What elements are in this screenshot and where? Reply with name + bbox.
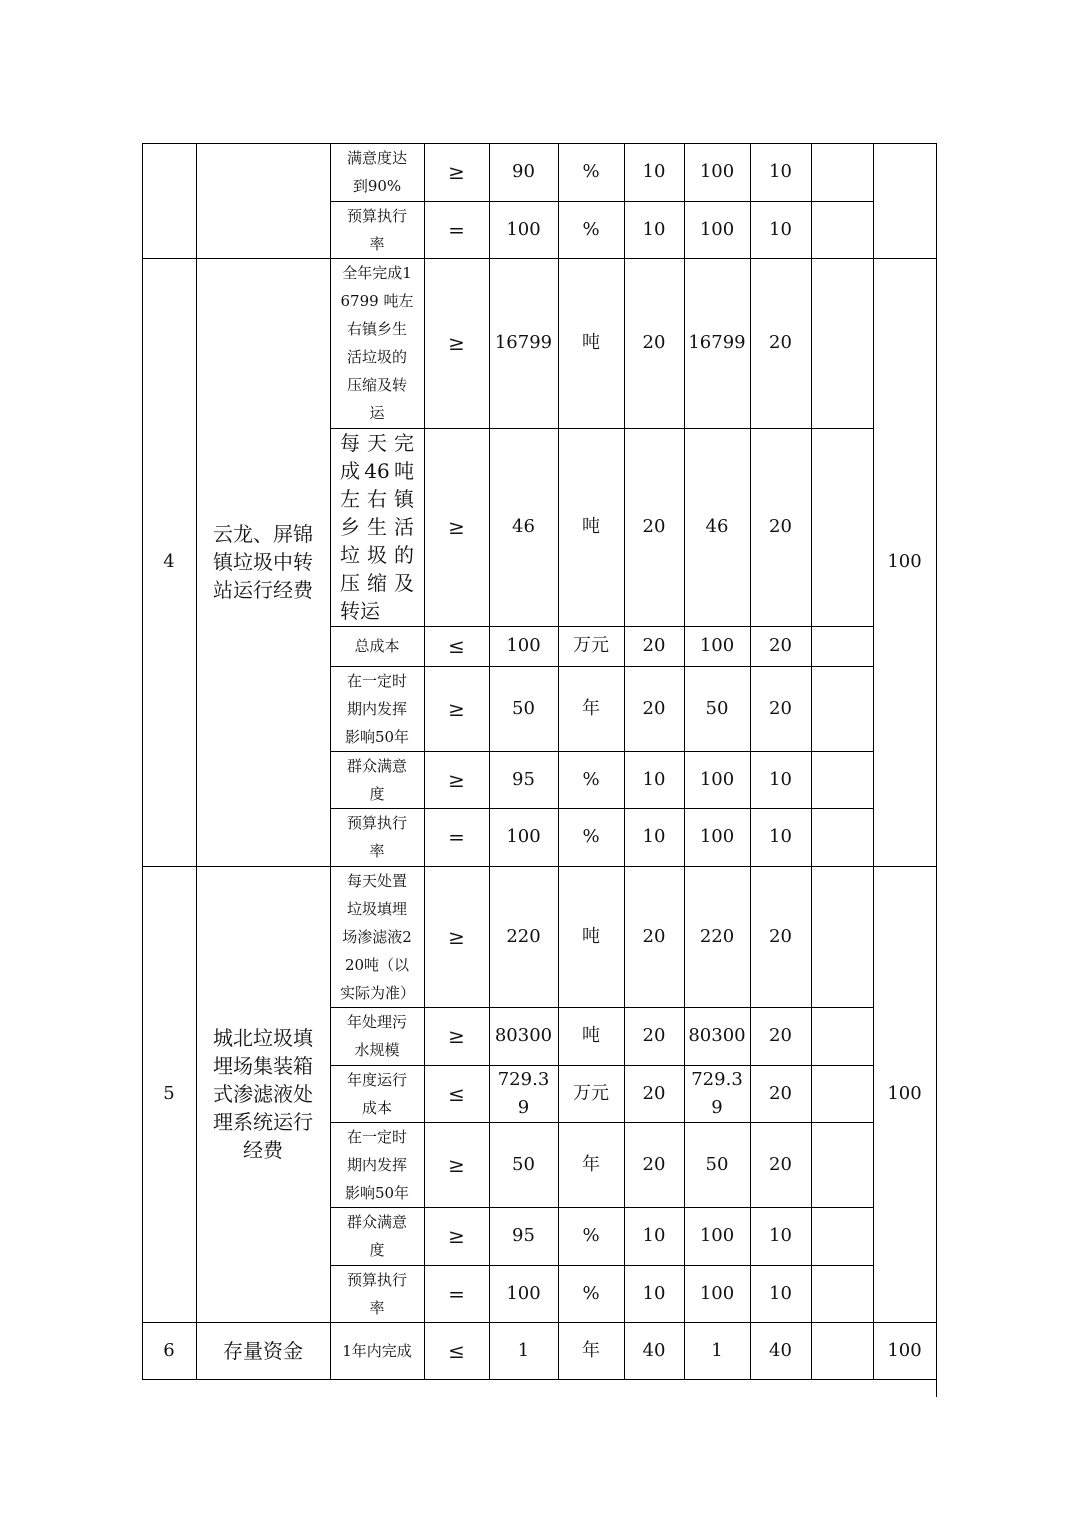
project-name [196, 1322, 330, 1379]
target-value-text: 100 [506, 1282, 541, 1304]
unit-text: % [582, 1282, 600, 1304]
unit [558, 751, 624, 808]
table-rule-vertical [424, 143, 425, 1379]
weight-text: 20 [642, 1153, 666, 1175]
target-value [489, 1007, 558, 1065]
table-rule-vertical [142, 143, 143, 1379]
table-rule-vertical [196, 143, 197, 1379]
score [750, 866, 811, 1007]
unit [558, 258, 624, 428]
actual-value [684, 808, 750, 866]
total-score [873, 1322, 936, 1379]
indicator [330, 201, 424, 258]
target-value-text: 95 [512, 1225, 535, 1246]
operator-text: ≥ [448, 1224, 465, 1248]
total-score-text: 100 [887, 1083, 922, 1104]
target-value [489, 1122, 558, 1207]
target-value [489, 1265, 558, 1322]
score [750, 428, 811, 626]
actual-value-text: 46 [705, 516, 729, 537]
score-text: 10 [769, 826, 792, 847]
weight [624, 666, 684, 751]
target-value-text: 95 [512, 768, 535, 790]
indicator [330, 258, 424, 428]
indicator [330, 143, 424, 201]
weight [624, 143, 684, 201]
table-rule-vertical [684, 143, 685, 1379]
weight-text: 20 [642, 697, 666, 719]
operator-text: ≥ [448, 1024, 465, 1048]
table-rule-vertical [936, 143, 937, 1397]
indicator-text: 在一定时期内发挥影响50年 [344, 671, 410, 746]
unit [558, 1265, 624, 1322]
operator-text: ≥ [448, 767, 465, 792]
unit-text: % [582, 1225, 600, 1246]
actual-value-text: 16799 [688, 332, 746, 353]
score [750, 626, 811, 666]
actual-value [684, 626, 750, 666]
score [750, 143, 811, 201]
indicator-text: 满意度达到90% [346, 149, 407, 195]
note [811, 258, 873, 428]
total-score [873, 143, 936, 258]
indicator-text: 群众满意度 [346, 1213, 407, 1259]
table-rule-horizontal [330, 1065, 874, 1066]
weight-text: 10 [642, 161, 666, 182]
target-value [489, 626, 558, 666]
weight [624, 1322, 684, 1379]
unit [558, 808, 624, 866]
operator [424, 866, 489, 1007]
target-value [489, 808, 558, 866]
unit-text: 吨 [582, 332, 600, 353]
operator [424, 143, 489, 201]
indicator-text: 预算执行率 [346, 1270, 407, 1317]
actual-value-text: 100 [699, 635, 735, 656]
operator [424, 428, 489, 626]
table-rule-horizontal [142, 258, 937, 259]
table-rule-horizontal [330, 666, 874, 667]
row-number-text: 6 [163, 1339, 175, 1361]
target-value-text: 220 [506, 925, 541, 947]
target-value-text: 100 [506, 635, 541, 656]
weight [624, 201, 684, 258]
unit-text: % [582, 218, 600, 240]
table-rule-vertical [558, 143, 559, 1379]
score [750, 808, 811, 866]
indicator [330, 866, 424, 1007]
unit-text: % [582, 826, 600, 847]
indicator [330, 1122, 424, 1207]
score-text: 20 [769, 332, 792, 353]
row-number [142, 1322, 196, 1379]
operator-text: ≥ [448, 924, 465, 949]
indicator-text: 全年完成16799 吨左右镇乡生活垃圾的压缩及转运 [340, 264, 414, 422]
actual-value-text: 100 [699, 161, 735, 182]
weight-text: 20 [642, 1025, 666, 1046]
score [750, 1322, 811, 1379]
unit [558, 428, 624, 626]
actual-value-text: 220 [699, 925, 735, 947]
unit-text: % [582, 161, 600, 182]
unit [558, 1207, 624, 1265]
unit [558, 143, 624, 201]
indicator [330, 428, 424, 626]
weight-text: 10 [642, 768, 666, 790]
weight [624, 808, 684, 866]
indicator-text: 预算执行率 [346, 814, 407, 860]
total-score [873, 258, 936, 866]
target-value-text: 50 [512, 697, 535, 719]
target-value-text: 1 [517, 1339, 530, 1361]
score [750, 1265, 811, 1322]
weight-text: 20 [642, 1082, 666, 1104]
actual-value-text: 50 [705, 697, 729, 719]
score-text: 40 [769, 1339, 792, 1361]
operator [424, 808, 489, 866]
score-text: 20 [769, 1025, 792, 1046]
unit [558, 1122, 624, 1207]
table-rule-horizontal [142, 866, 937, 867]
total-score-text: 100 [887, 551, 922, 572]
indicator-text: 年度运行成本 [346, 1070, 407, 1117]
target-value [489, 258, 558, 428]
table-rule-vertical [873, 143, 874, 1379]
table-rule-vertical [330, 143, 331, 1379]
operator [424, 201, 489, 258]
operator [424, 1265, 489, 1322]
table-rule-horizontal [330, 428, 874, 429]
score [750, 1122, 811, 1207]
row-number [142, 143, 196, 258]
actual-value [684, 1322, 750, 1379]
target-value-text: 90 [512, 161, 535, 182]
operator-text: = [448, 1281, 465, 1306]
actual-value [684, 751, 750, 808]
indicator-text: 每天处置垃圾填埋场渗滤液220吨（以实际为准） [340, 871, 416, 1002]
operator [424, 1007, 489, 1065]
table-rule-vertical [489, 143, 490, 1379]
target-value-text: 729.39 [497, 1068, 550, 1118]
weight-text: 20 [642, 925, 666, 947]
indicator [330, 1007, 424, 1065]
target-value-text: 50 [512, 1153, 535, 1175]
row-number-text: 5 [163, 1083, 175, 1104]
target-value-text: 46 [512, 516, 535, 537]
target-value [489, 1322, 558, 1379]
unit-text: % [582, 768, 600, 790]
score [750, 1207, 811, 1265]
unit-text: 年 [582, 697, 600, 719]
actual-value-text: 100 [699, 1282, 735, 1304]
actual-value [684, 428, 750, 626]
operator [424, 1322, 489, 1379]
note [811, 1122, 873, 1207]
unit-text: 年 [582, 1153, 600, 1175]
score [750, 751, 811, 808]
target-value-text: 80300 [494, 1025, 553, 1046]
unit-text: 吨 [582, 925, 600, 947]
score-text: 20 [769, 516, 792, 537]
unit-text: 万元 [573, 1082, 609, 1104]
actual-value-text: 100 [699, 1225, 735, 1246]
operator [424, 258, 489, 428]
total-score [873, 866, 936, 1322]
score [750, 1065, 811, 1122]
indicator [330, 1065, 424, 1122]
target-value-text: 100 [506, 218, 541, 240]
weight [624, 428, 684, 626]
indicator [330, 808, 424, 866]
score-text: 20 [769, 635, 792, 656]
actual-value [684, 1265, 750, 1322]
score-text: 10 [769, 768, 792, 790]
operator [424, 751, 489, 808]
unit-text: 年 [582, 1339, 600, 1361]
indicator-text: 年处理污水规模 [346, 1013, 407, 1059]
table-rule-horizontal [330, 626, 874, 627]
row-number [142, 866, 196, 1322]
note [811, 866, 873, 1007]
table-rule-horizontal [330, 201, 874, 202]
project-name [196, 143, 330, 258]
score-text: 20 [769, 697, 792, 719]
note [811, 143, 873, 201]
actual-value [684, 1207, 750, 1265]
actual-value-text: 100 [699, 768, 735, 790]
actual-value-text: 100 [699, 826, 735, 847]
weight-text: 20 [642, 635, 666, 656]
indicator [330, 626, 424, 666]
score [750, 666, 811, 751]
weight-text: 40 [642, 1339, 666, 1361]
indicator-text: 在一定时期内发挥影响50年 [344, 1127, 410, 1202]
weight [624, 866, 684, 1007]
note [811, 1265, 873, 1322]
note [811, 751, 873, 808]
score [750, 1007, 811, 1065]
unit [558, 1007, 624, 1065]
unit [558, 626, 624, 666]
weight [624, 1122, 684, 1207]
project-name [196, 258, 330, 866]
indicator [330, 1322, 424, 1379]
operator-text: ≥ [448, 160, 465, 184]
target-value [489, 866, 558, 1007]
score-text: 20 [769, 1082, 792, 1104]
indicator-text: 群众满意度 [346, 756, 407, 803]
target-value [489, 143, 558, 201]
table-rule-horizontal [330, 1207, 874, 1208]
target-value [489, 1207, 558, 1265]
weight-text: 10 [642, 1225, 666, 1246]
weight [624, 1265, 684, 1322]
target-value [489, 428, 558, 626]
operator [424, 626, 489, 666]
table-rule-vertical [750, 143, 751, 1379]
table-rule-vertical [811, 143, 812, 1379]
unit [558, 1065, 624, 1122]
note [811, 428, 873, 626]
actual-value [684, 866, 750, 1007]
project-name [196, 866, 330, 1322]
table-rule-horizontal [142, 1322, 937, 1323]
table-rule-horizontal [330, 751, 874, 752]
indicator [330, 751, 424, 808]
actual-value-text: 729.39 [691, 1068, 743, 1118]
operator [424, 666, 489, 751]
score-text: 20 [769, 1153, 792, 1175]
score-text: 10 [769, 161, 792, 182]
indicator-text: 1年内完成 [342, 1341, 412, 1360]
actual-value-text: 1 [711, 1339, 723, 1361]
note [811, 626, 873, 666]
indicator [330, 666, 424, 751]
operator [424, 1122, 489, 1207]
target-value [489, 666, 558, 751]
weight-text: 10 [642, 218, 666, 240]
score [750, 201, 811, 258]
operator [424, 1065, 489, 1122]
weight-text: 10 [642, 826, 666, 847]
actual-value [684, 1065, 750, 1122]
actual-value [684, 143, 750, 201]
operator-text: ≥ [448, 515, 465, 539]
target-value [489, 751, 558, 808]
row-number-text: 4 [163, 551, 175, 572]
note [811, 1007, 873, 1065]
project-name-text: 存量资金 [223, 1338, 303, 1363]
table-rule-horizontal [330, 1007, 874, 1008]
actual-value [684, 666, 750, 751]
note [811, 808, 873, 866]
table-rule-horizontal [330, 1265, 874, 1266]
total-score-text: 100 [887, 1339, 922, 1361]
actual-value [684, 201, 750, 258]
weight [624, 1207, 684, 1265]
unit [558, 866, 624, 1007]
unit-text: 万元 [573, 635, 609, 656]
actual-value-text: 100 [699, 218, 735, 240]
table-rule-horizontal [142, 1379, 937, 1380]
note [811, 201, 873, 258]
table-rule-horizontal [142, 143, 937, 144]
indicator-text: 每天完成46吨左右镇乡生活垃圾的压缩及转运 [340, 431, 414, 623]
note [811, 1065, 873, 1122]
operator-text: = [448, 825, 465, 849]
actual-value-text: 80300 [688, 1025, 746, 1046]
indicator-text: 总成本 [354, 637, 400, 655]
operator-text: ≤ [448, 1338, 465, 1363]
target-value [489, 201, 558, 258]
score-text: 10 [769, 1282, 792, 1304]
unit [558, 1322, 624, 1379]
unit-text: 吨 [582, 516, 600, 537]
target-value-text: 100 [506, 826, 541, 847]
score-text: 20 [769, 925, 792, 947]
indicator [330, 1207, 424, 1265]
actual-value-text: 50 [705, 1153, 729, 1175]
weight [624, 1065, 684, 1122]
weight [624, 751, 684, 808]
table-rule-vertical [624, 143, 625, 1379]
operator-text: ≥ [448, 1152, 465, 1177]
note [811, 1207, 873, 1265]
unit [558, 201, 624, 258]
project-name-text: 城北垃圾填埋场集装箱式渗滤液处理系统运行经费 [213, 1026, 313, 1162]
weight-text: 10 [642, 1282, 666, 1304]
score-text: 10 [769, 1225, 792, 1246]
operator-text: ≥ [448, 331, 465, 355]
operator-text: ≤ [448, 1081, 465, 1106]
row-number [142, 258, 196, 866]
operator-text: ≤ [448, 634, 465, 658]
weight [624, 258, 684, 428]
score [750, 258, 811, 428]
actual-value [684, 1122, 750, 1207]
operator [424, 1207, 489, 1265]
unit-text: 吨 [582, 1025, 600, 1046]
actual-value [684, 258, 750, 428]
weight [624, 1007, 684, 1065]
note [811, 666, 873, 751]
indicator-text: 预算执行率 [346, 206, 407, 253]
score-text: 10 [769, 218, 792, 240]
weight [624, 626, 684, 666]
actual-value [684, 1007, 750, 1065]
unit [558, 666, 624, 751]
operator-text: = [448, 217, 465, 242]
target-value [489, 1065, 558, 1122]
project-name-text: 云龙、屏锦镇垃圾中转站运行经费 [213, 522, 313, 602]
weight-text: 20 [642, 516, 666, 537]
table-rule-horizontal [330, 808, 874, 809]
operator-text: ≥ [448, 696, 465, 721]
indicator [330, 1265, 424, 1322]
note [811, 1322, 873, 1379]
weight-text: 20 [642, 332, 666, 353]
target-value-text: 16799 [494, 332, 553, 353]
table-rule-horizontal [330, 1122, 874, 1123]
